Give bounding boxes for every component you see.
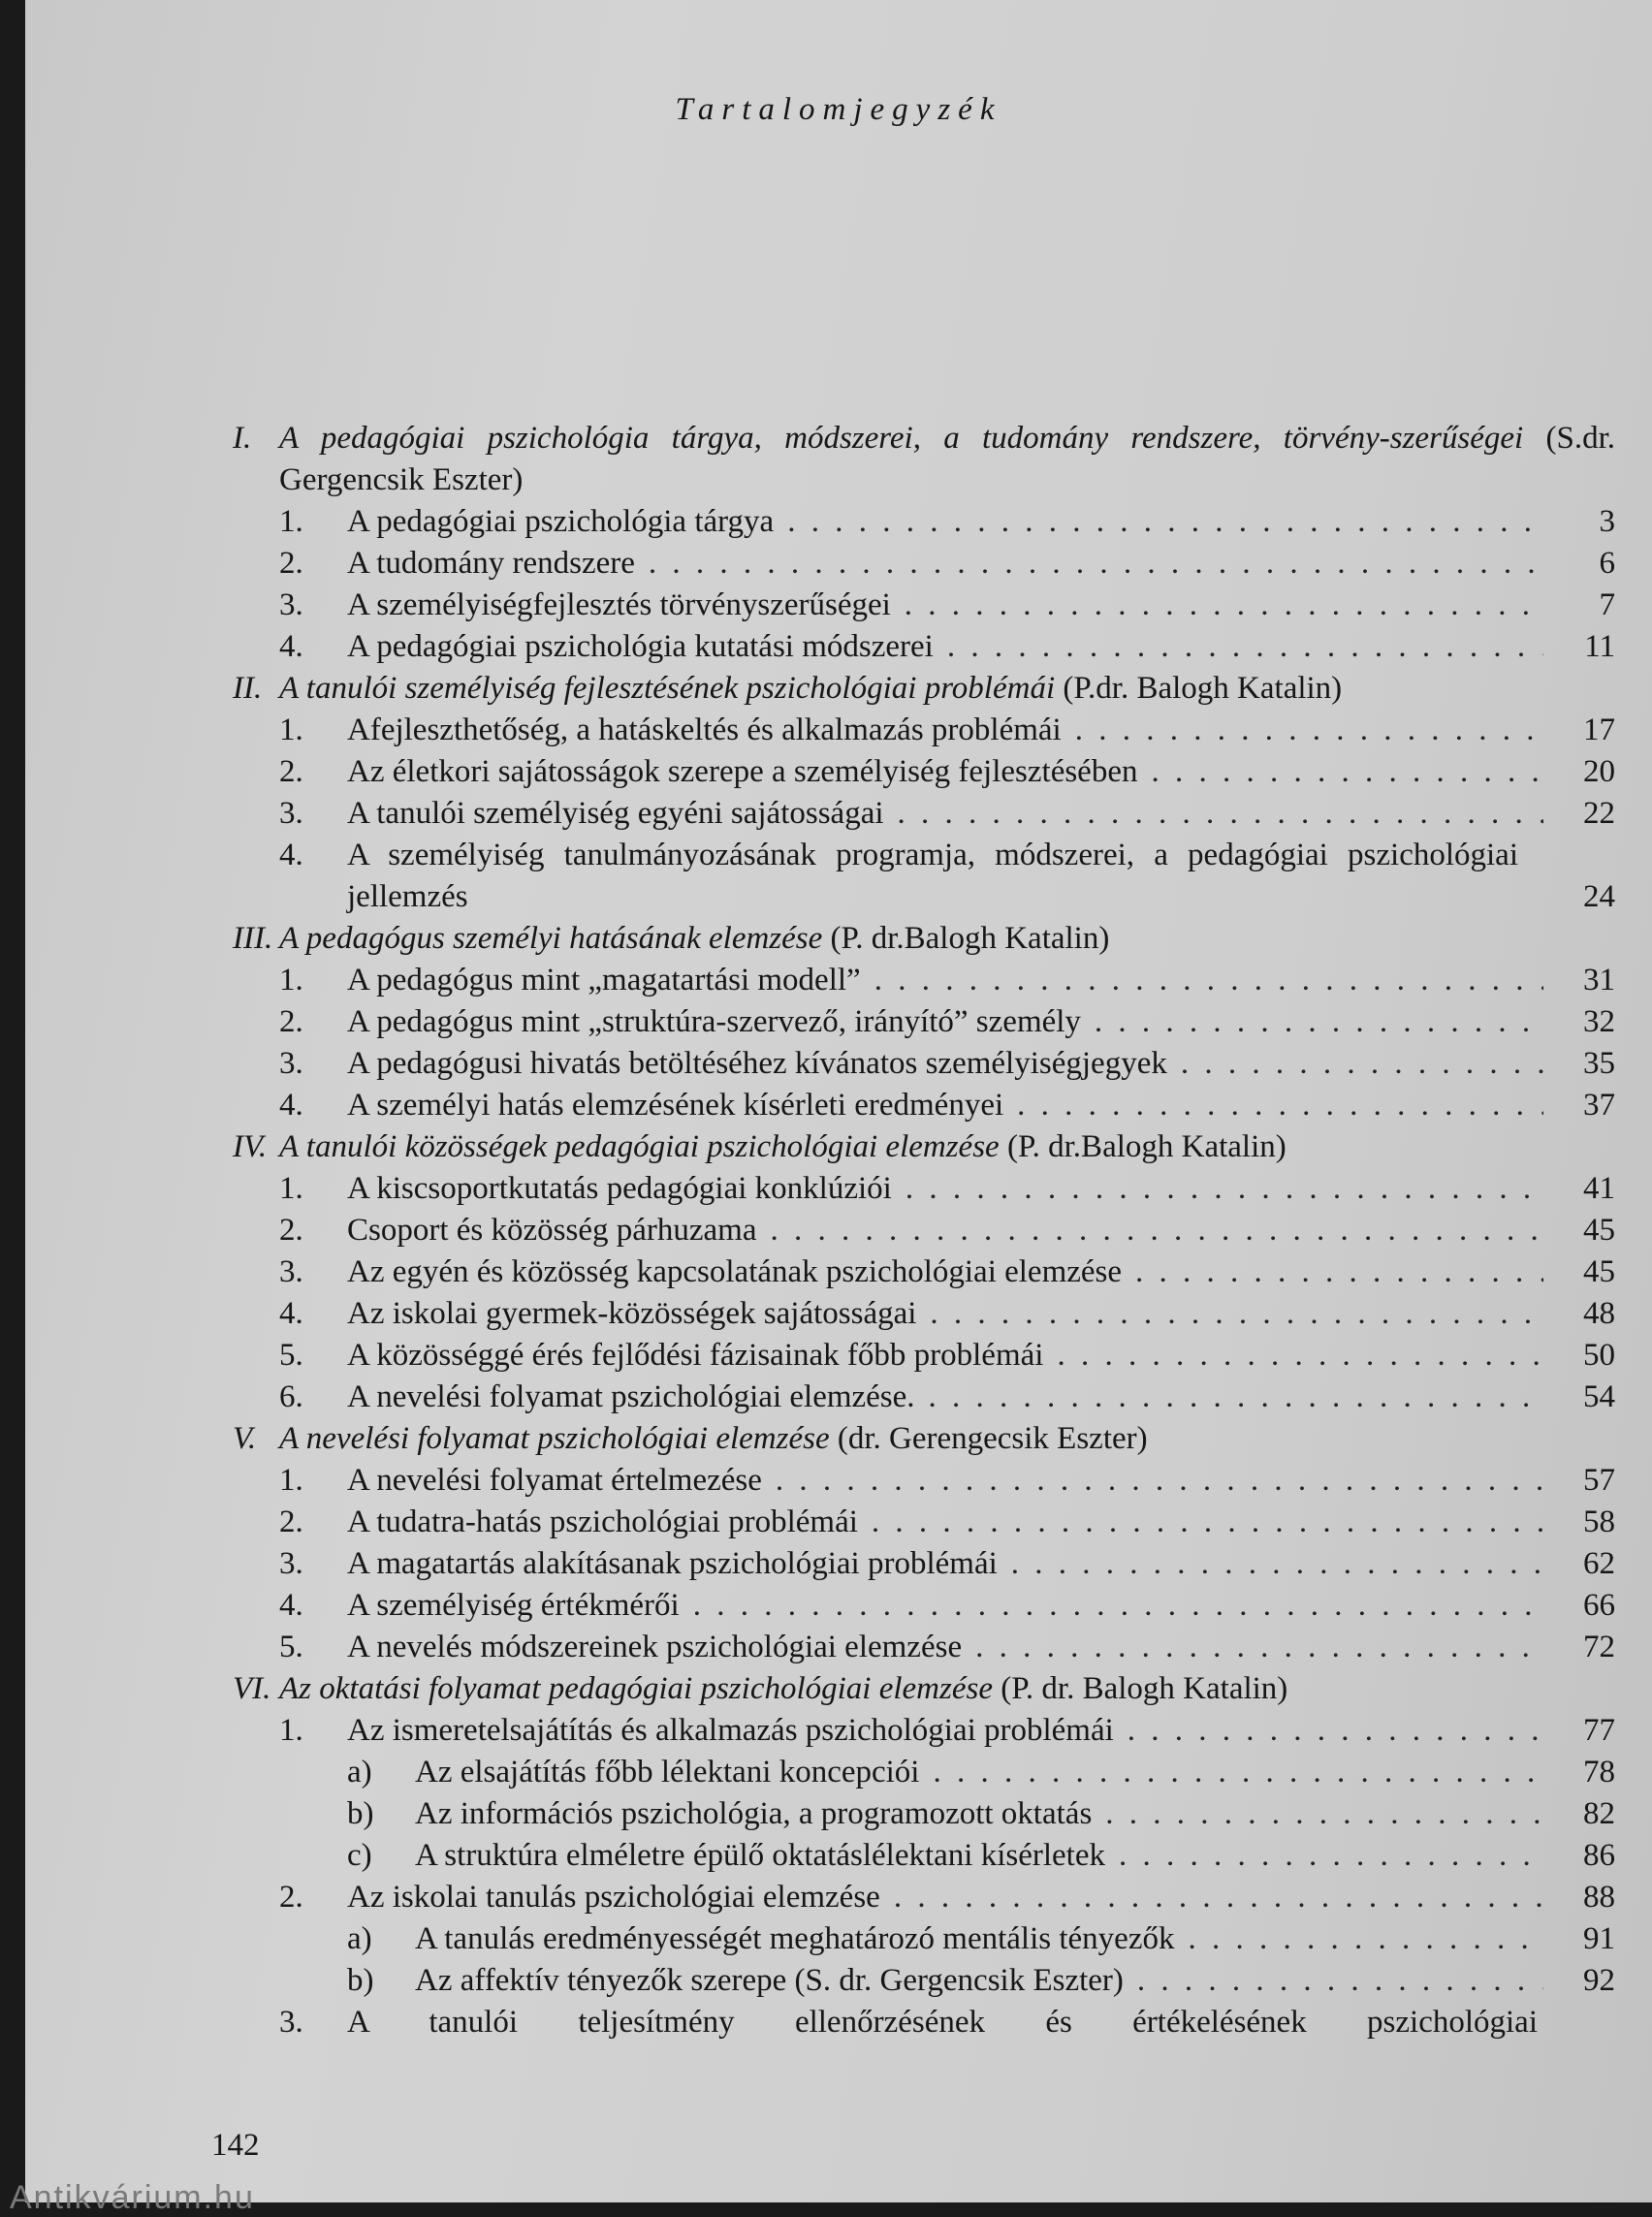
entry-page: 48 bbox=[1583, 1296, 1615, 1331]
entry-title: A pedagógiai pszichológia tárgya bbox=[347, 504, 775, 539]
subentry-title: A tanulás eredményességét meghatározó mentális tényezők bbox=[415, 1921, 1175, 1956]
entry-number: 5. bbox=[279, 1338, 303, 1373]
entry-page: 3 bbox=[1599, 504, 1615, 539]
entry-number: 1. bbox=[279, 504, 303, 539]
chapter-number: V. bbox=[233, 1421, 257, 1456]
entry-page: 24 bbox=[1583, 879, 1615, 914]
leader-dots bbox=[776, 1460, 1543, 1502]
entry-title: A személyiség tanulmányozásának programja, módszerei, a pedagógiai pszichológiai jellemzés bbox=[347, 838, 1518, 914]
chapter-author: (P. dr. Balogh Katalin) bbox=[1001, 1671, 1288, 1706]
entry-page: 57 bbox=[1583, 1463, 1615, 1498]
entry-page: 20 bbox=[1583, 754, 1615, 789]
chapter-number: IV. bbox=[233, 1129, 268, 1164]
entry-title: A személyiség értékmérői bbox=[347, 1588, 680, 1623]
entry-title: A nevelés módszereinek pszichológiai elemzése bbox=[347, 1630, 963, 1664]
subentry-title: Az információs pszichológia, a programozott oktatás bbox=[415, 1796, 1093, 1831]
chapter-title-wrap bbox=[279, 1418, 1615, 1460]
leader-dots bbox=[693, 1585, 1543, 1627]
toc-entry bbox=[209, 585, 1615, 626]
leader-dots bbox=[1137, 1960, 1543, 2002]
toc-entry bbox=[209, 1543, 1615, 1585]
chapter-title: Az oktatási folyamat pedagógiai pszichológiai elemzése bbox=[279, 1671, 993, 1706]
toc-entry bbox=[209, 1627, 1615, 1668]
toc-entry bbox=[209, 1210, 1615, 1251]
toc-subentry bbox=[209, 1793, 1615, 1835]
leader-dots bbox=[872, 1502, 1543, 1543]
entry-page: 82 bbox=[1583, 1796, 1615, 1831]
toc-entry bbox=[209, 2002, 1615, 2043]
chapter-title-wrap bbox=[279, 918, 1615, 960]
entry-title: Az ismeretelsajátítás és alkalmazás pszichológiai problémái bbox=[347, 1713, 1114, 1748]
subentry-letter: c) bbox=[347, 1838, 372, 1873]
chapter-heading bbox=[209, 1418, 1615, 1460]
entry-page: 37 bbox=[1583, 1088, 1615, 1123]
entry-number: 4. bbox=[279, 1296, 303, 1331]
entry-number: 4. bbox=[279, 1588, 303, 1623]
subentry-title: Az affektív tényezők szerepe (S. dr. Gergencsik Eszter) bbox=[415, 1963, 1124, 1998]
leader-dots bbox=[1128, 1710, 1543, 1752]
entry-page: 62 bbox=[1583, 1546, 1615, 1581]
entry-title: A tanulói teljesítmény ellenőrzésének és értékelésének pszichológiai bbox=[347, 2005, 1538, 2040]
subentry-title: A struktúra elméletre épülő oktatáslélektani kísérletek bbox=[415, 1838, 1105, 1873]
entry-number: 2. bbox=[279, 546, 303, 581]
entry-page: 77 bbox=[1583, 1713, 1615, 1748]
entry-title: Afejleszthetőség, a hatáskeltés és alkalmazás problémái bbox=[347, 713, 1062, 747]
toc-subentry bbox=[209, 1918, 1615, 1960]
toc-entry bbox=[209, 543, 1615, 585]
entry-title: Az iskolai gyermek-közösségek sajátosságai bbox=[347, 1296, 917, 1331]
chapter-heading bbox=[209, 668, 1615, 710]
toc-entry bbox=[209, 1877, 1615, 1918]
leader-dots bbox=[1095, 1001, 1543, 1043]
entry-number: 4. bbox=[279, 838, 303, 872]
entry-title: A kiscsoportkutatás pedagógiai konklúziói bbox=[347, 1171, 892, 1206]
entry-page: 45 bbox=[1583, 1213, 1615, 1248]
leader-dots bbox=[947, 626, 1543, 668]
entry-page: 35 bbox=[1583, 1046, 1615, 1081]
entry-title: A nevelési folyamat pszichológiai elemzése. bbox=[347, 1379, 915, 1414]
leader-dots bbox=[1188, 1918, 1543, 1960]
entry-number: 2. bbox=[279, 754, 303, 789]
chapter-title: A nevelési folyamat pszichológiai elemzése bbox=[279, 1421, 830, 1456]
subentry-letter: a) bbox=[347, 1755, 372, 1789]
toc-entry bbox=[209, 1043, 1615, 1085]
toc-subentry bbox=[209, 1752, 1615, 1793]
watermark: Antikvárium.hu bbox=[10, 2179, 255, 2216]
entry-number: 6. bbox=[279, 1379, 303, 1414]
chapter-title: A pedagógus személyi hatásának elemzése bbox=[279, 921, 823, 956]
entry-title: A személyiségfejlesztés törvényszerűségei bbox=[347, 587, 891, 622]
leader-dots bbox=[898, 793, 1543, 835]
leader-dots bbox=[787, 501, 1543, 543]
chapter-author: (P.dr. Balogh Katalin) bbox=[1063, 671, 1343, 706]
toc-entry bbox=[209, 751, 1615, 793]
chapter-title: A tanulói közösségek pedagógiai pszichológiai elemzése bbox=[279, 1129, 1000, 1164]
chapter-title-wrap bbox=[279, 1668, 1615, 1710]
chapter-title-wrap bbox=[279, 668, 1615, 710]
leader-dots bbox=[905, 1168, 1543, 1210]
entry-title: Csoport és közösség párhuzama bbox=[347, 1213, 757, 1248]
entry-page: 54 bbox=[1583, 1379, 1615, 1414]
leader-dots bbox=[1057, 1335, 1543, 1377]
entry-page: 50 bbox=[1583, 1338, 1615, 1373]
book-page bbox=[25, 0, 1652, 2202]
table-of-contents bbox=[209, 418, 1615, 2043]
entry-number: 2. bbox=[279, 1004, 303, 1039]
leader-dots bbox=[894, 1877, 1543, 1918]
entry-page: 86 bbox=[1583, 1838, 1615, 1873]
chapter-title-wrap bbox=[279, 418, 1615, 501]
entry-number: 1. bbox=[279, 963, 303, 998]
chapter-heading bbox=[209, 918, 1615, 960]
toc-subentry bbox=[209, 1960, 1615, 2002]
toc-entry bbox=[209, 1251, 1615, 1293]
entry-page: 45 bbox=[1583, 1254, 1615, 1289]
entry-number: 4. bbox=[279, 1088, 303, 1123]
leader-dots bbox=[1075, 710, 1543, 751]
entry-title: A közösséggé érés fejlődési fázisainak főbb problémái bbox=[347, 1338, 1044, 1373]
leader-dots bbox=[1011, 1543, 1543, 1585]
entry-page: 11 bbox=[1584, 629, 1615, 664]
entry-number: 3. bbox=[279, 1254, 303, 1289]
toc-entry bbox=[209, 1585, 1615, 1627]
entry-number: 3. bbox=[279, 1046, 303, 1081]
entry-number: 4. bbox=[279, 629, 303, 664]
chapter-heading bbox=[209, 418, 1615, 501]
leader-dots bbox=[905, 585, 1543, 626]
entry-title: Az egyén és közösség kapcsolatának pszichológiai elemzése bbox=[347, 1254, 1123, 1289]
chapter-author: (P. dr.Balogh Katalin) bbox=[1006, 1129, 1287, 1164]
entry-page: 22 bbox=[1583, 796, 1615, 831]
entry-number: 2. bbox=[279, 1213, 303, 1248]
entry-page: 32 bbox=[1583, 1004, 1615, 1039]
entry-title: A pedagógus mint „struktúra-szervező, irányító” személy bbox=[347, 1004, 1081, 1039]
entry-number: 3. bbox=[279, 587, 303, 622]
chapter-author: (S.dr. Gergencsik Eszter) bbox=[279, 421, 1615, 497]
entry-page: 17 bbox=[1583, 713, 1615, 747]
entry-title: A tudatra-hatás pszichológiai problémái bbox=[347, 1504, 858, 1539]
toc-entry bbox=[209, 1085, 1615, 1126]
toc-entry bbox=[209, 793, 1615, 835]
toc-entry bbox=[209, 710, 1615, 751]
toc-entry bbox=[209, 501, 1615, 543]
chapter-heading bbox=[209, 1668, 1615, 1710]
entry-number: 2. bbox=[279, 1880, 303, 1915]
entry-title: A tanulói személyiség egyéni sajátosságai bbox=[347, 796, 884, 831]
subentry-title: Az elsajátítás főbb lélektani koncepciói bbox=[415, 1755, 920, 1789]
entry-number: 1. bbox=[279, 713, 303, 747]
leader-dots bbox=[930, 1293, 1543, 1335]
entry-title: A pedagógiai pszichológia kutatási módszerei bbox=[347, 629, 934, 664]
entry-title: Az iskolai tanulás pszichológiai elemzése bbox=[347, 1880, 880, 1915]
subentry-letter: b) bbox=[347, 1963, 374, 1998]
entry-number: 3. bbox=[279, 1546, 303, 1581]
toc-subentry bbox=[209, 1835, 1615, 1877]
page-title: Tartalomjegyzék bbox=[675, 92, 1002, 127]
entry-page: 31 bbox=[1583, 963, 1615, 998]
entry-page: 91 bbox=[1583, 1921, 1615, 1956]
toc-entry bbox=[209, 1710, 1615, 1752]
chapter-author: (P. dr.Balogh Katalin) bbox=[830, 921, 1110, 956]
entry-number: 2. bbox=[279, 1504, 303, 1539]
entry-page: 66 bbox=[1583, 1588, 1615, 1623]
toc-entry bbox=[209, 1335, 1615, 1377]
leader-dots bbox=[874, 960, 1543, 1001]
leader-dots bbox=[1135, 1251, 1543, 1293]
subentry-letter: a) bbox=[347, 1921, 372, 1956]
subentry-letter: b) bbox=[347, 1796, 374, 1831]
chapter-title: A tanulói személyiség fejlesztésének pszichológiai problémái bbox=[279, 671, 1056, 706]
toc-entry bbox=[209, 1001, 1615, 1043]
leader-dots bbox=[1105, 1793, 1543, 1835]
entry-title: A pedagógus mint „magatartási modell” bbox=[347, 963, 861, 998]
entry-title: A nevelési folyamat értelmezése bbox=[347, 1463, 762, 1498]
leader-dots bbox=[1151, 751, 1543, 793]
leader-dots bbox=[1181, 1043, 1543, 1085]
toc-entry bbox=[209, 1460, 1615, 1502]
toc-entry bbox=[209, 1502, 1615, 1543]
toc-entry bbox=[209, 626, 1615, 668]
entry-page: 78 bbox=[1583, 1755, 1615, 1789]
toc-entry bbox=[209, 1168, 1615, 1210]
toc-entry bbox=[209, 960, 1615, 1001]
chapter-heading bbox=[209, 1126, 1615, 1168]
entry-page: 72 bbox=[1583, 1630, 1615, 1664]
chapter-number: III. bbox=[233, 921, 273, 956]
leader-dots bbox=[929, 1377, 1543, 1418]
leader-dots bbox=[1119, 1835, 1543, 1877]
chapter-number: I. bbox=[233, 421, 252, 456]
entry-number: 1. bbox=[279, 1171, 303, 1206]
leader-dots bbox=[975, 1627, 1543, 1668]
toc-entry bbox=[209, 1293, 1615, 1335]
leader-dots bbox=[649, 543, 1543, 585]
entry-number: 3. bbox=[279, 796, 303, 831]
leader-dots bbox=[770, 1210, 1543, 1251]
toc-entry bbox=[209, 1377, 1615, 1418]
toc-entry bbox=[209, 835, 1615, 918]
chapter-title: A pedagógiai pszichológia tárgya, módszerei, a tudomány rendszere, törvény-szerűségei bbox=[279, 421, 1524, 456]
entry-title: Az életkori sajátosságok szerepe a személyiség fejlesztésében bbox=[347, 754, 1138, 789]
entry-page: 58 bbox=[1583, 1504, 1615, 1539]
entry-page: 92 bbox=[1583, 1963, 1615, 1998]
entry-number: 5. bbox=[279, 1630, 303, 1664]
entry-title: A személyi hatás elemzésének kísérleti eredményei bbox=[347, 1088, 1004, 1123]
entry-number: 1. bbox=[279, 1463, 303, 1498]
entry-number: 3. bbox=[279, 2005, 303, 2040]
entry-page: 41 bbox=[1583, 1171, 1615, 1206]
chapter-author: (dr. Gerengecsik Eszter) bbox=[837, 1421, 1148, 1456]
entry-title: A tudomány rendszere bbox=[347, 546, 635, 581]
leader-dots bbox=[933, 1752, 1543, 1793]
entry-title: A pedagógusi hivatás betöltéséhez kívánatos személyiségjegyek bbox=[347, 1046, 1167, 1081]
entry-page: 7 bbox=[1599, 587, 1615, 622]
entry-page: 88 bbox=[1583, 1880, 1615, 1915]
chapter-title-wrap bbox=[279, 1126, 1615, 1168]
chapter-number: VI. bbox=[233, 1671, 271, 1706]
leader-dots bbox=[1017, 1085, 1543, 1126]
page-number: 142 bbox=[211, 2128, 260, 2163]
entry-title: A magatartás alakításanak pszichológiai problémái bbox=[347, 1546, 998, 1581]
entry-page: 6 bbox=[1599, 546, 1615, 581]
entry-number: 1. bbox=[279, 1713, 303, 1748]
chapter-number: II. bbox=[233, 671, 263, 706]
